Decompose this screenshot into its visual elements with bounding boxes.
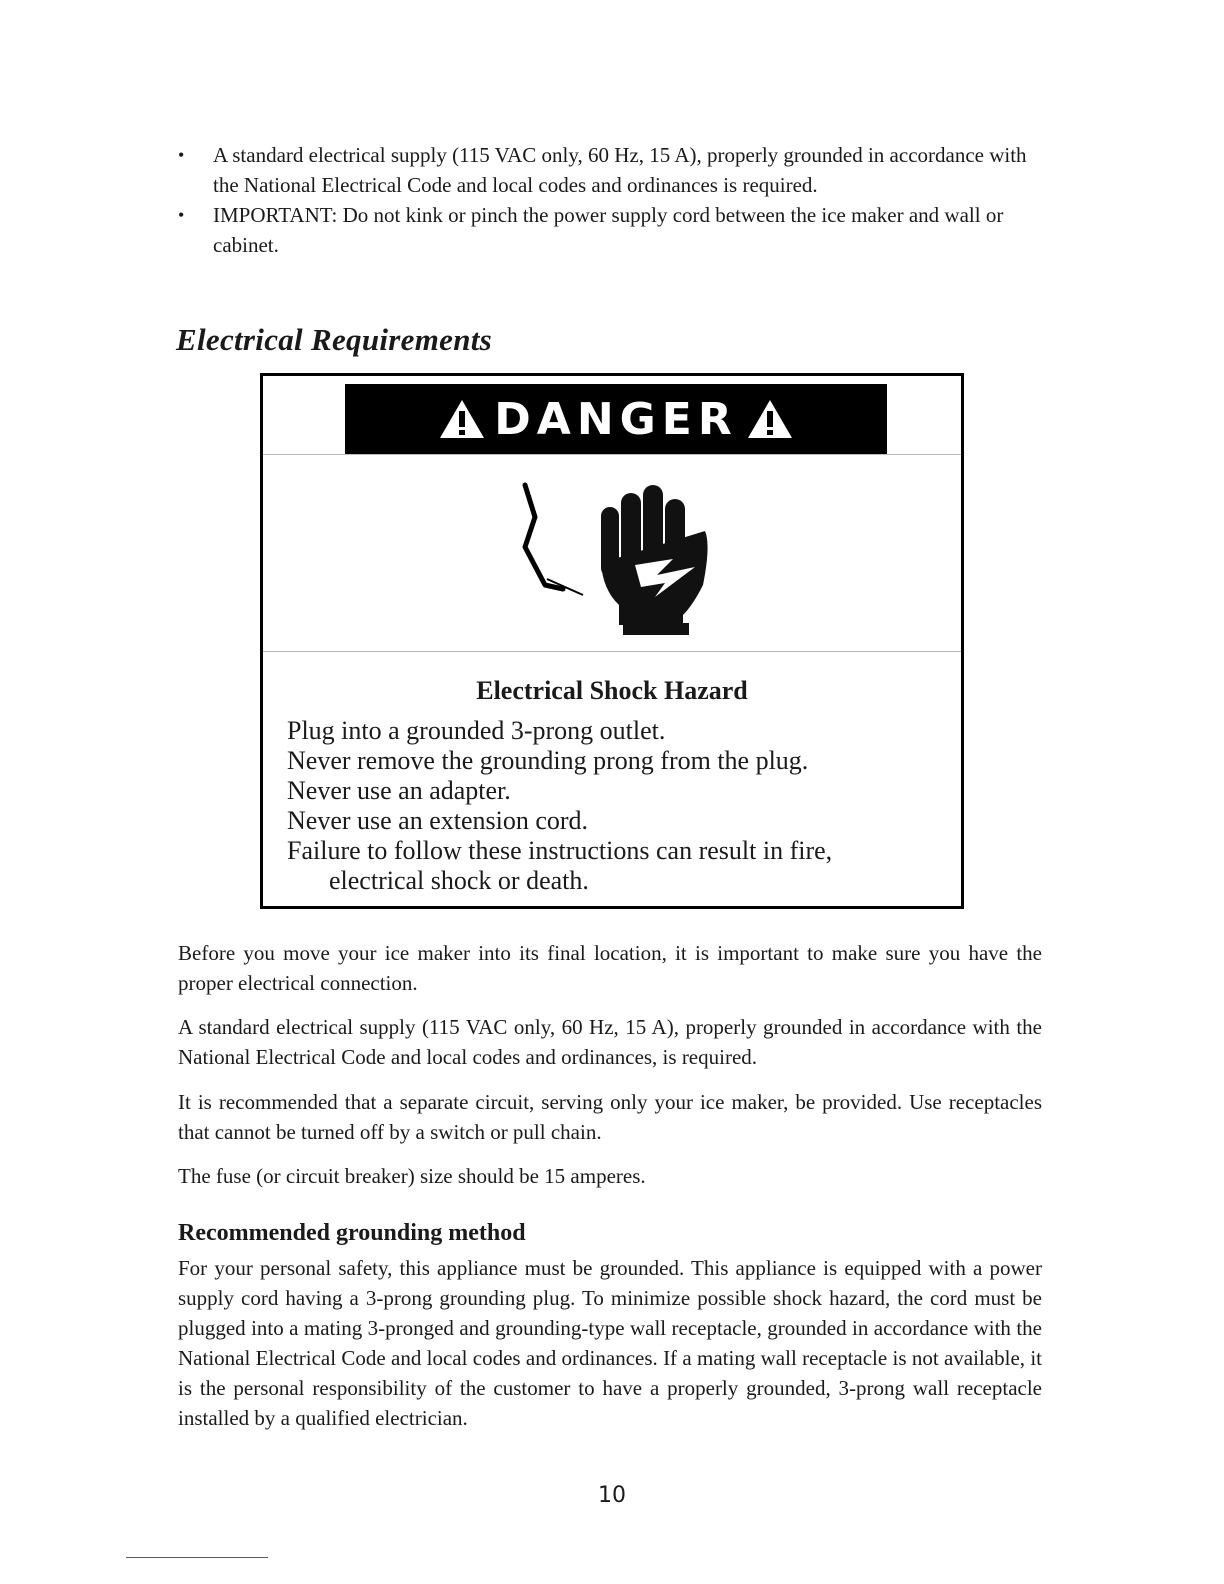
bullet-dot: • <box>178 205 185 225</box>
paragraph-before-move: Before you move your ice maker into its final location, it is important to make sure you have the proper electrical connection. <box>178 941 1042 995</box>
hazard-instructions <box>287 716 947 896</box>
bullet-text: A standard electrical supply (115 VAC only, 60 Hz, 15 A), properly grounded in accordance with the National Electrical Code and local codes and ordinances is required. <box>213 143 1027 197</box>
hazard-title: Electrical Shock Hazard <box>476 676 748 705</box>
electric-shock-hand-icon <box>263 455 961 651</box>
danger-label: DANGER <box>494 393 738 445</box>
paragraph-separate-circuit: It is recommended that a separate circuit, serving only your ice maker, be provided. Use receptacles that cannot be turned off by a switch or pull chain. <box>178 1090 1042 1144</box>
paragraph-electrical-supply: A standard electrical supply (115 VAC only, 60 Hz, 15 A), properly grounded in accordance with the National Electrical Code and local codes and ordinances, is required. <box>178 1015 1042 1069</box>
danger-warning-box <box>260 373 964 909</box>
bullet-item <box>176 140 1056 200</box>
hazard-line: Plug into a grounded 3-prong outlet. <box>287 716 666 745</box>
hazard-line: Never use an adapter. <box>287 776 511 805</box>
hazard-line: Never remove the grounding prong from the plug. <box>287 746 809 775</box>
requirements-bullet-list <box>176 140 1056 260</box>
bullet-text: IMPORTANT: Do not kink or pinch the power supply cord between the ice maker and wall or cabinet. <box>213 203 1004 257</box>
hazard-line: Never use an extension cord. <box>287 806 589 835</box>
grounding-title: Recommended grounding method <box>178 1220 526 1246</box>
shock-icon-area <box>263 455 961 652</box>
footer-rule <box>126 1557 268 1558</box>
page-number: 10 <box>598 1483 626 1508</box>
section-title: Electrical Requirements <box>176 322 493 357</box>
grounding-paragraph: For your personal safety, this appliance must be grounded. This appliance is equipped with a power supply cord having a 3-prong grounding plug. To minimize possible shock hazard, the cord must be plugged into a mating 3-pronged and grounding-type wall receptacle, grounded in accordance with the National Electrical Code and local codes and ordinances. If a mating wall receptacle is not available, it is the personal responsibility of the customer to have a properly grounded, 3-prong wall receptacle installed by a qualified electrician. <box>178 1256 1042 1430</box>
danger-header <box>263 376 961 455</box>
hazard-line: electrical shock or death. <box>329 866 589 895</box>
paragraph-fuse-size: The fuse (or circuit breaker) size should be 15 amperes. <box>178 1164 646 1188</box>
warning-triangle-icon <box>746 398 794 440</box>
danger-bar <box>345 384 887 454</box>
bullet-dot: • <box>178 145 185 165</box>
warning-triangle-icon <box>438 398 486 440</box>
hazard-line: Failure to follow these instructions can result in fire, <box>287 836 833 865</box>
bullet-item <box>176 200 1056 260</box>
